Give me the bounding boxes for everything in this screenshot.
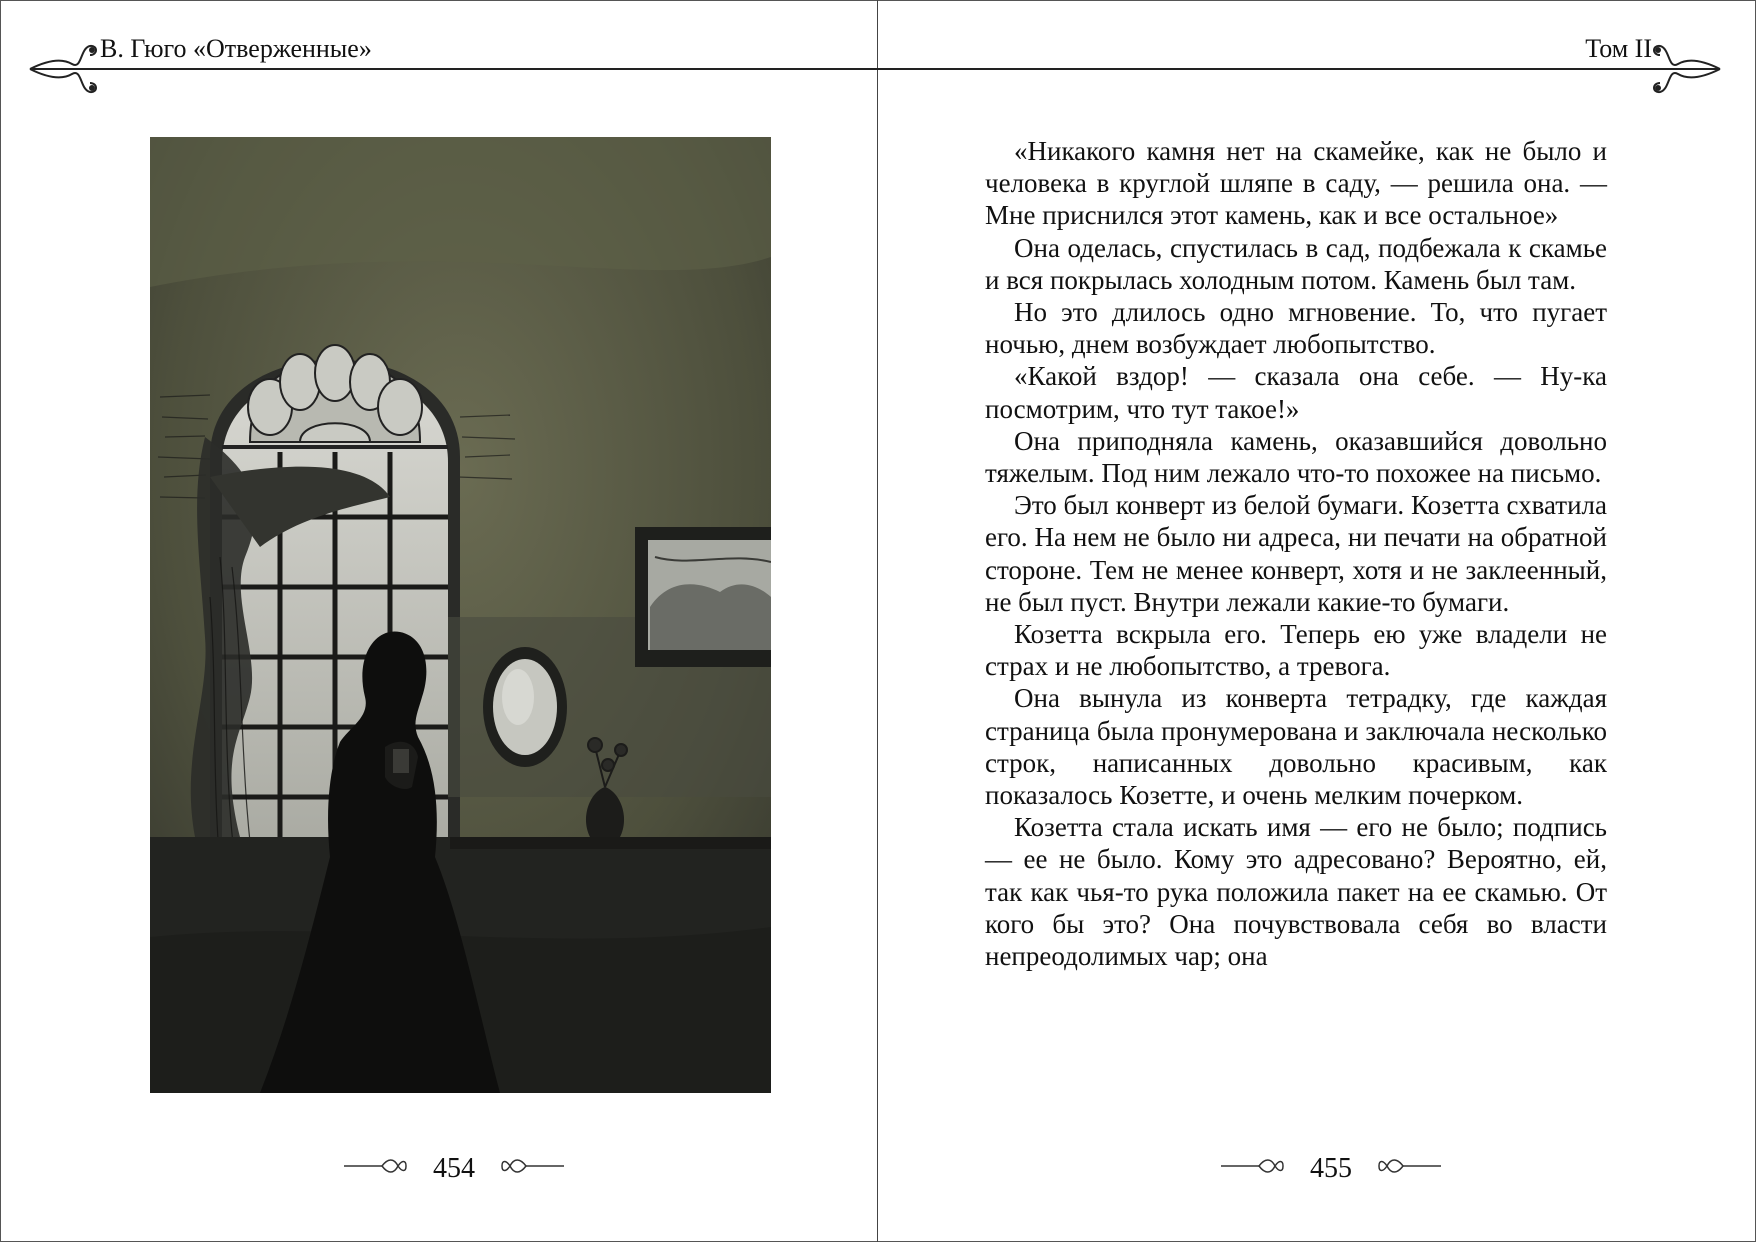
header-ornament-right-icon: [1652, 38, 1722, 94]
header-rule-left: [50, 68, 878, 70]
paragraph: «Никакого камня нет на скамейке, как не было и человека в круглой шляпе в саду, — решила она. — Мне приснился этот камень, как и все остальное»: [985, 136, 1607, 231]
page-number: 454: [433, 1153, 475, 1184]
page-number-left: [344, 1146, 564, 1186]
illustration-icon: [150, 137, 771, 1093]
page-number: 455: [1310, 1153, 1352, 1184]
page-gutter: [877, 0, 878, 1242]
paragraph: Но это длилось одно мгновение. То, что пугает ночью, днем возбуждает любопытство.: [985, 297, 1607, 360]
paragraph: «Какой вздор! — сказала она себе. — Ну-ка посмотрим, что тут такое!»: [985, 361, 1607, 424]
page-number-right: [1221, 1146, 1441, 1186]
paragraph: Она приподняла камень, оказавшийся довольно тяжелым. Под ним лежало что-то похожее на письмо.: [985, 425, 1607, 489]
header-ornament-left-icon: [28, 38, 98, 94]
paragraph: Она вынула из конверта тетрадку, где каждая страница была пронумерована и заключала несколько строк, написанных довольно красивым, как показалось Козетте, и очень мелким почерком.: [985, 683, 1607, 811]
paragraph: Козетта стала искать имя — его не было; подпись — ее не было. Кому это адресовано? Вероятно, ей, так как чья-то рука положила пакет на ее скамью. От кого бы это? Она почувствовала себя во власти непреодолимых чар; она: [985, 812, 1607, 972]
header-rule-right: [878, 68, 1704, 70]
paragraph: Это был конверт из белой бумаги. Козетта схватила его. На нем не было ни адреса, ни печати на обратной стороне. Тем не менее конверт, хотя и не заклеенный, не был пуст. Внутри лежали какие-то бумаги.: [985, 490, 1607, 617]
running-header-left: В. Гюго «Отверженные»: [100, 34, 372, 63]
paragraph: Козетта вскрыла его. Теперь ею уже владели не страх и не любопытство, а тревога.: [985, 619, 1607, 682]
running-header-right: Том II: [1585, 34, 1652, 63]
body-text: [985, 135, 1607, 972]
paragraph: Она оделась, спустилась в сад, подбежала к скамье и вся покрылась холодным потом. Камень был там.: [985, 232, 1607, 295]
